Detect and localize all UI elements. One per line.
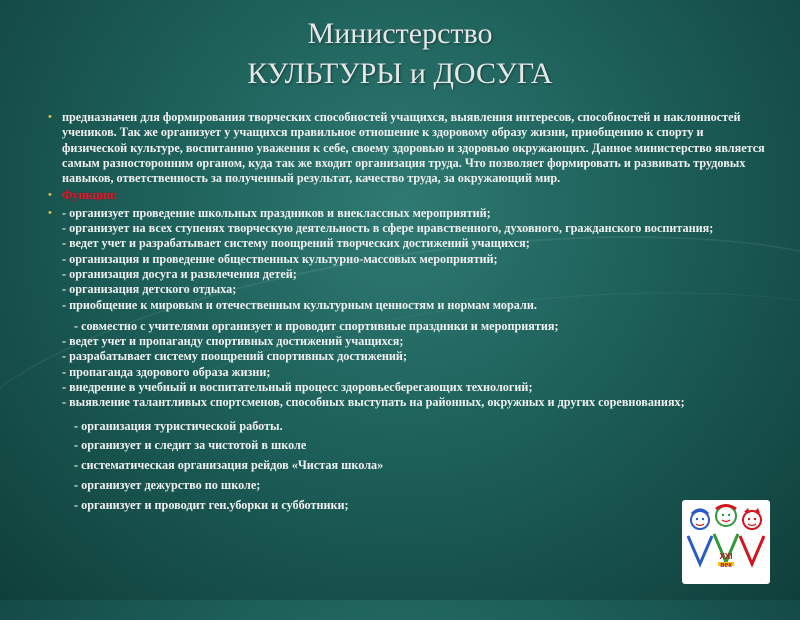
- bullet-dot-icon: •: [48, 206, 52, 219]
- list-item: - организует дежурство по школе;: [74, 478, 261, 493]
- list-item: - организация детского отдыха;: [62, 282, 237, 297]
- list-item: - организует на всех ступенях творческую деятельность в сфере нравственного, духовного, гражданского воспитания;: [62, 221, 714, 236]
- list-item: - ведет учет и пропаганду спортивных достижений учащихся;: [62, 334, 404, 349]
- title-line-ministry: Министерство: [307, 17, 493, 50]
- list-item: - разрабатывает систему поощрений спортивных достижений;: [62, 349, 408, 364]
- title-line-culture: КУЛЬТУРЫ и ДОСУГА: [247, 57, 553, 90]
- list-item: - организует и проводит ген.уборки и субботники;: [74, 497, 349, 512]
- list-item: - организует и следит за чистотой в школе: [74, 438, 307, 453]
- list-item: - совместно с учителями организует и проводит спортивные праздники и мероприятия;: [74, 318, 559, 333]
- list-item: - организация и проведение общественных культурно-массовых мероприятий;: [62, 251, 498, 266]
- school-logo: [682, 500, 770, 584]
- slide-title: [0, 14, 800, 94]
- list-item: - внедрение в учебный и воспитательный процесс здоровьесберегающих технологий;: [62, 380, 533, 395]
- list-item: - систематическая организация рейдов «Чистая школа»: [74, 458, 384, 473]
- list-item: - ведет учет и разрабатывает систему поощрений творческих достижений учащихся;: [62, 236, 530, 251]
- children-logo-icon: [682, 500, 770, 584]
- bullet-dot-icon: •: [48, 189, 52, 202]
- list-item: - приобщение к мировым и отечественным культурным ценностям и нормам морали.: [62, 297, 537, 312]
- bullet-dot-icon: •: [48, 111, 52, 123]
- logo-caption-vek: век: [720, 562, 732, 569]
- intro-bullet: [48, 110, 767, 186]
- logo-caption-century: XXI: [719, 552, 733, 561]
- list-item: - пропаганда здорового образа жизни;: [62, 364, 271, 379]
- list-item: - организация туристической работы.: [74, 418, 283, 433]
- list-item: - организует проведение школьных праздников и внеклассных мероприятий;: [62, 205, 491, 220]
- functions-bullet: [48, 188, 767, 203]
- list-item: - выявление талантливых спортсменов, способных выступать на районных, окружных и других соревнованиях;: [62, 395, 685, 410]
- intro-paragraph: предназначен для формирования творческих способностей учащихся, выявления интересов, способностей и наклонностей учеников. Так же организует у учащихся правильное отношение к здоровому образу жизни, приобщению к спорту и физической культуре, воспитанию уважения к себе, своему здоровью и здоровью окружающих. Данное министерство является самым разносторонним органом, куда так же входит организация труда. Что позволяет формировать и развивать трудовых навыков, ответственность за полученный результат, качество труда, за окружающий мир.: [62, 110, 765, 186]
- list-item: - организация досуга и развлечения детей;: [62, 266, 297, 281]
- functions-list: [48, 205, 767, 513]
- slide-content: [48, 110, 767, 518]
- functions-label: Функции:: [62, 188, 118, 203]
